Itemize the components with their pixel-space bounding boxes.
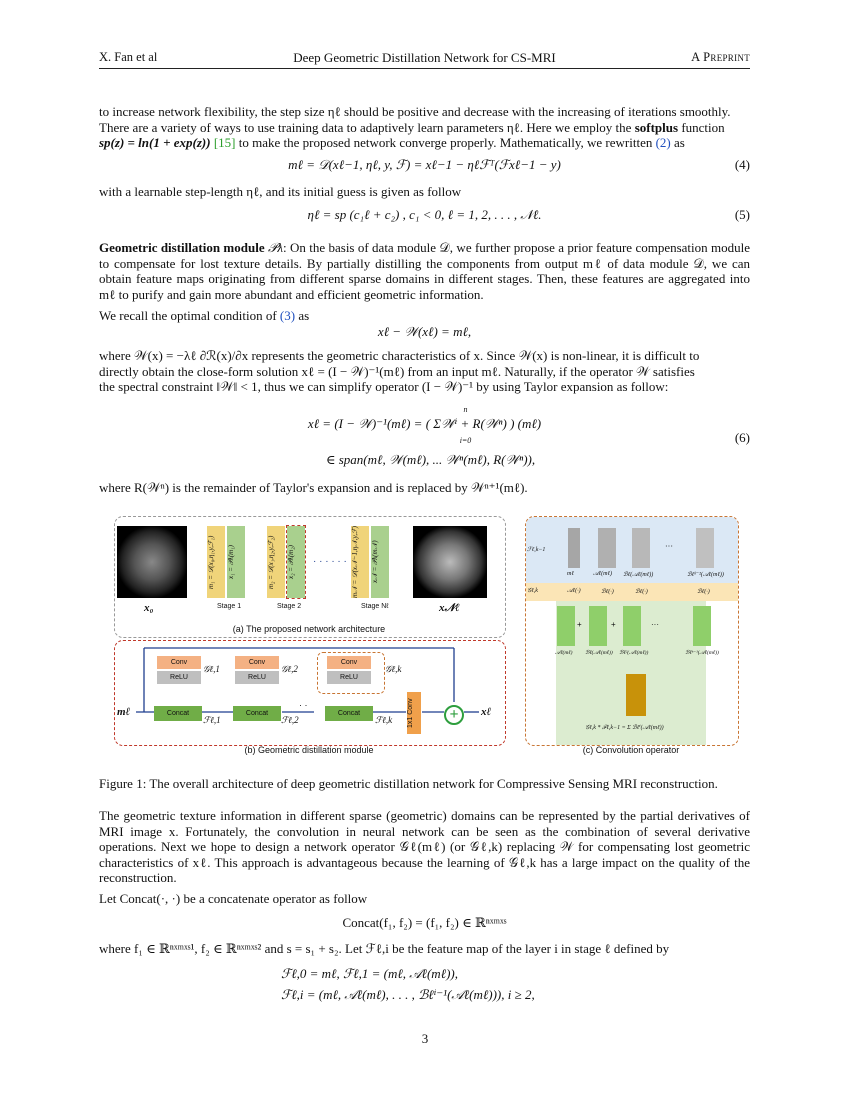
plus-sign-1: +: [611, 620, 616, 629]
concat-equation: Concat(f₁, f₂) = (f₁, f₂) ∈ ℝⁿˣᵐˣˢ: [342, 915, 507, 930]
equation-6-number: (6): [734, 430, 750, 445]
xN-label: x𝒩ℓ: [439, 602, 460, 614]
header-tag: A Preprint: [691, 50, 750, 64]
para1-line2: There are a variety of ways to use training data to adaptively learn parameters ηℓ. Here we employ the softplus function: [99, 119, 725, 135]
g-label-k: 𝒢ℓ,k: [385, 664, 402, 674]
conv-block-1: Conv: [157, 656, 201, 669]
plus-dots: ···: [651, 620, 659, 629]
conv1x1-block: 1x1 Conv: [407, 692, 421, 734]
conv-block-k: Conv: [327, 656, 371, 669]
equation-6-sum-top: n: [463, 405, 468, 414]
op-label-0: 𝒜ℓ(·): [567, 588, 581, 594]
equation-5-number: (5): [734, 207, 750, 222]
figure-1: [99, 514, 750, 758]
paragraph-geometric-distillation: Geometric distillation module 𝒫λ: On the basis of data module 𝒟, we further propose a prior feature compensation module to compensate for lost texture details. By partially distilling the components from output mℓ of data module 𝒟, we can obtain feature maps originating from different sparse domains in different stages. Then, these features are aggregated into mℓ to purify and gain more abundant and efficient geometric information.: [99, 240, 751, 302]
stage2-data-block: m₂ = 𝒟(x₁,η₂,y,ℱ₂): [267, 526, 285, 598]
citation-link[interactable]: [15]: [213, 135, 236, 151]
paragraph-stepsize: [99, 104, 750, 151]
stageN-prior-block: x𝒩 = 𝒫λ(m𝒩): [371, 526, 389, 598]
equation-5: ηℓ = sp (c₁ℓ + c₂) , c₁ < 0, ℓ = 1, 2, . . . , 𝒩ℓ.: [307, 207, 542, 222]
caption-c: (c) Convolution operator: [582, 745, 680, 755]
g-label-2: 𝒢ℓ,2: [281, 664, 298, 674]
stage1-label: Stage 1: [217, 603, 242, 610]
green-label-0: 𝒜ℓ(mℓ): [555, 650, 573, 656]
concat-block-k: Concat: [325, 706, 373, 721]
equation-ref-link[interactable]: (2): [655, 135, 671, 151]
stage1-prior-block: x₁ = 𝒫λ(m₁): [227, 526, 245, 598]
equation-ref-link[interactable]: (3): [279, 308, 296, 323]
paragraph-texture: The geometric texture information in different sparse (geometric) domains can be represented by the partial derivatives of MRI image x. Fortunately, the convolution in neural network can be seen as the combination of several derivative operations. Next we hope to design a network operator 𝒢ℓ(mℓ) (or 𝒢ℓ,k) replacing 𝒲 for compensating lost geometric characteristics of xℓ. This approach is advantageous because the learning of 𝒢ℓ,k has a large impact on the quality of the reconstruction.: [99, 808, 750, 886]
paragraph-operator: where 𝒲(x) = −λℓ ∂ℛ(x)/∂x represents the geometric characteristics of x. Since 𝒲(x) is non-linear, it is difficult to directly obtain the close-form solution xℓ = (I − 𝒲)⁻¹(mℓ) from an input mℓ. Naturally, if the operator 𝒲 satisfies the spectral constraint ‖𝒲‖ < 1, thus we can simplify operator (I − 𝒲)⁻¹ by using Taylor expansion as follow:: [99, 348, 700, 395]
softplus-term: softplus: [634, 119, 679, 135]
result-feature-map: [626, 674, 646, 716]
input-mri-image: [117, 526, 187, 598]
relu-block-k: ReLU: [327, 671, 371, 684]
m-input-label: mℓ: [117, 706, 131, 718]
output-mri-image: [413, 526, 487, 598]
section-title: Geometric distillation module: [99, 240, 265, 255]
top-label-2: ℬℓ(𝒜ℓ(mℓ)): [623, 572, 654, 578]
feature-dots: ···: [665, 542, 673, 551]
x0-label: x₀: [144, 602, 154, 614]
g-label-1: 𝒢ℓ,1: [203, 664, 220, 674]
equation-4-number: (4): [734, 157, 750, 172]
green-label-1: ℬℓ(𝒜ℓ(mℓ)): [585, 650, 613, 656]
green-map-2: [623, 606, 641, 646]
stage2-prior-block: x₂ = 𝒫λ(m₂): [287, 526, 305, 598]
feature-map-m: [568, 528, 580, 568]
header-title: Deep Geometric Distillation Network for CS-MRI: [293, 50, 556, 65]
op-label-3: ℬℓ(·): [697, 589, 710, 595]
green-map-k: [693, 606, 711, 646]
para1-line3: sp(z) = ln(1 + exp(z)) [15] to make the proposed network converge properly. Mathematically, we rewritten (2) as: [99, 135, 685, 151]
feature-map-a: [598, 528, 616, 568]
header-authors: X. Fan et al: [99, 50, 158, 64]
recall-line: We recall the optimal condition of (3) as: [99, 308, 310, 323]
concat-intro: Let Concat(·, ·) be a concatenate operator as follow: [99, 891, 368, 906]
feature-map-b: [632, 528, 650, 568]
concat-block-1: Concat: [154, 706, 202, 721]
green-map-0: [557, 606, 575, 646]
remainder-line: where R(𝒲ⁿ) is the remainder of Taylor's expansion and is replaced by 𝒲ⁿ⁺¹(mℓ).: [99, 480, 528, 495]
conv-block-2: Conv: [235, 656, 279, 669]
equation-4: mℓ = 𝒟(xℓ−1, ηℓ, y, ℱ) = xℓ−1 − ηℓℱᵀ(ℱxℓ−1 − y): [288, 157, 561, 172]
caption-a: (a) The proposed network architecture: [232, 624, 386, 634]
optimal-condition-equation: xℓ − 𝒲(xℓ) = mℓ,: [377, 324, 472, 339]
top-label-1: 𝒜ℓ(mℓ): [593, 571, 613, 577]
f-label-1: ℱℓ,1: [203, 715, 221, 725]
running-header: [99, 50, 750, 66]
green-label-3: ℬℓᵏ⁻¹(𝒜ℓ(mℓ)): [685, 650, 719, 656]
concat-block-2: Concat: [233, 706, 281, 721]
figure-caption: Figure 1: The overall architecture of deep geometric distillation network for Compressive Sensing MRI reconstruction.: [99, 776, 718, 791]
feature-equation-1: ℱℓ,0 = mℓ, ℱℓ,1 = (mℓ, 𝒜ℓ(mℓ)),: [281, 966, 459, 981]
x-output-label: xℓ: [481, 706, 492, 718]
para1-line1: to increase network flexibility, the step size ηℓ should be positive and decrease with the increasing of iterations smoothly.: [99, 104, 731, 119]
paragraph-feature-map: where f₁ ∈ ℝⁿˣᵐˣˢ¹, f₂ ∈ ℝⁿˣᵐˣˢ² and s = s₁ + s₂. Let ℱℓ,i be the feature map of the layer i in stage ℓ defined by: [99, 941, 670, 956]
relu-block-1: ReLU: [157, 671, 201, 684]
op-label-1: ℬℓ(·): [601, 589, 614, 595]
plus-sign-0: +: [577, 620, 582, 629]
equation-6-line1: xℓ = (I − 𝒲)⁻¹(mℓ) = ( Σ𝒲ⁱ + R(𝒲ⁿ) ) (mℓ): [307, 416, 542, 431]
f-label-k: ℱℓ,k: [375, 715, 393, 725]
top-label-3: ℬℓᵏ⁻²(𝒜ℓ(mℓ)): [687, 572, 724, 578]
green-map-1: [589, 606, 607, 646]
page-number: 3: [421, 1031, 429, 1046]
f-label-2: ℱℓ,2: [281, 715, 299, 725]
feature-map-bk2: [696, 528, 714, 568]
sum-node: +: [444, 705, 464, 725]
panel-b-dots: · ·: [299, 700, 308, 710]
stage1-data-block: m₁ = 𝒟(x₀,η₁,y,ℱ₁): [207, 526, 225, 598]
stage-dots: · · · · · ·: [313, 556, 347, 567]
stageN-data-block: m𝒩 = 𝒟(x𝒩−1,η𝒩,y,ℱ): [351, 526, 369, 598]
header-rule: [99, 68, 750, 69]
caption-b: (b) Geometric distillation module: [244, 745, 374, 755]
f-row-label: ℱℓ,k−1: [527, 547, 546, 553]
sum-label: 𝒢ℓ,k * ℱℓ,k−1 = Σ ℬℓⁱ(𝒜ℓ(mℓ)): [585, 725, 664, 731]
equation-6-sum-bottom: i=0: [459, 436, 472, 445]
relu-block-2: ReLU: [235, 671, 279, 684]
green-label-2: ℬℓ²(𝒜ℓ(mℓ)): [619, 650, 649, 656]
op-label-2: ℬℓ(·): [635, 589, 648, 595]
feature-equation-2: ℱℓ,i = (mℓ, 𝒜ℓ(mℓ), . . . , ℬℓⁱ⁻¹(𝒜ℓ(mℓ))), i ≥ 2,: [281, 987, 535, 1002]
stepsize-line: with a learnable step-length ηℓ, and its initial guess is given as follow: [99, 184, 462, 199]
equation-6-line2: ∈ span(mℓ, 𝒲(mℓ), ... 𝒲ⁿ(mℓ), R(𝒲ⁿ)),: [325, 452, 536, 467]
stage2-label: Stage 2: [277, 603, 302, 610]
g-row-label: 𝒢ℓ,k: [527, 588, 538, 594]
stageN-label: Stage Nℓ: [361, 603, 389, 610]
top-label-0: mℓ: [567, 571, 574, 577]
